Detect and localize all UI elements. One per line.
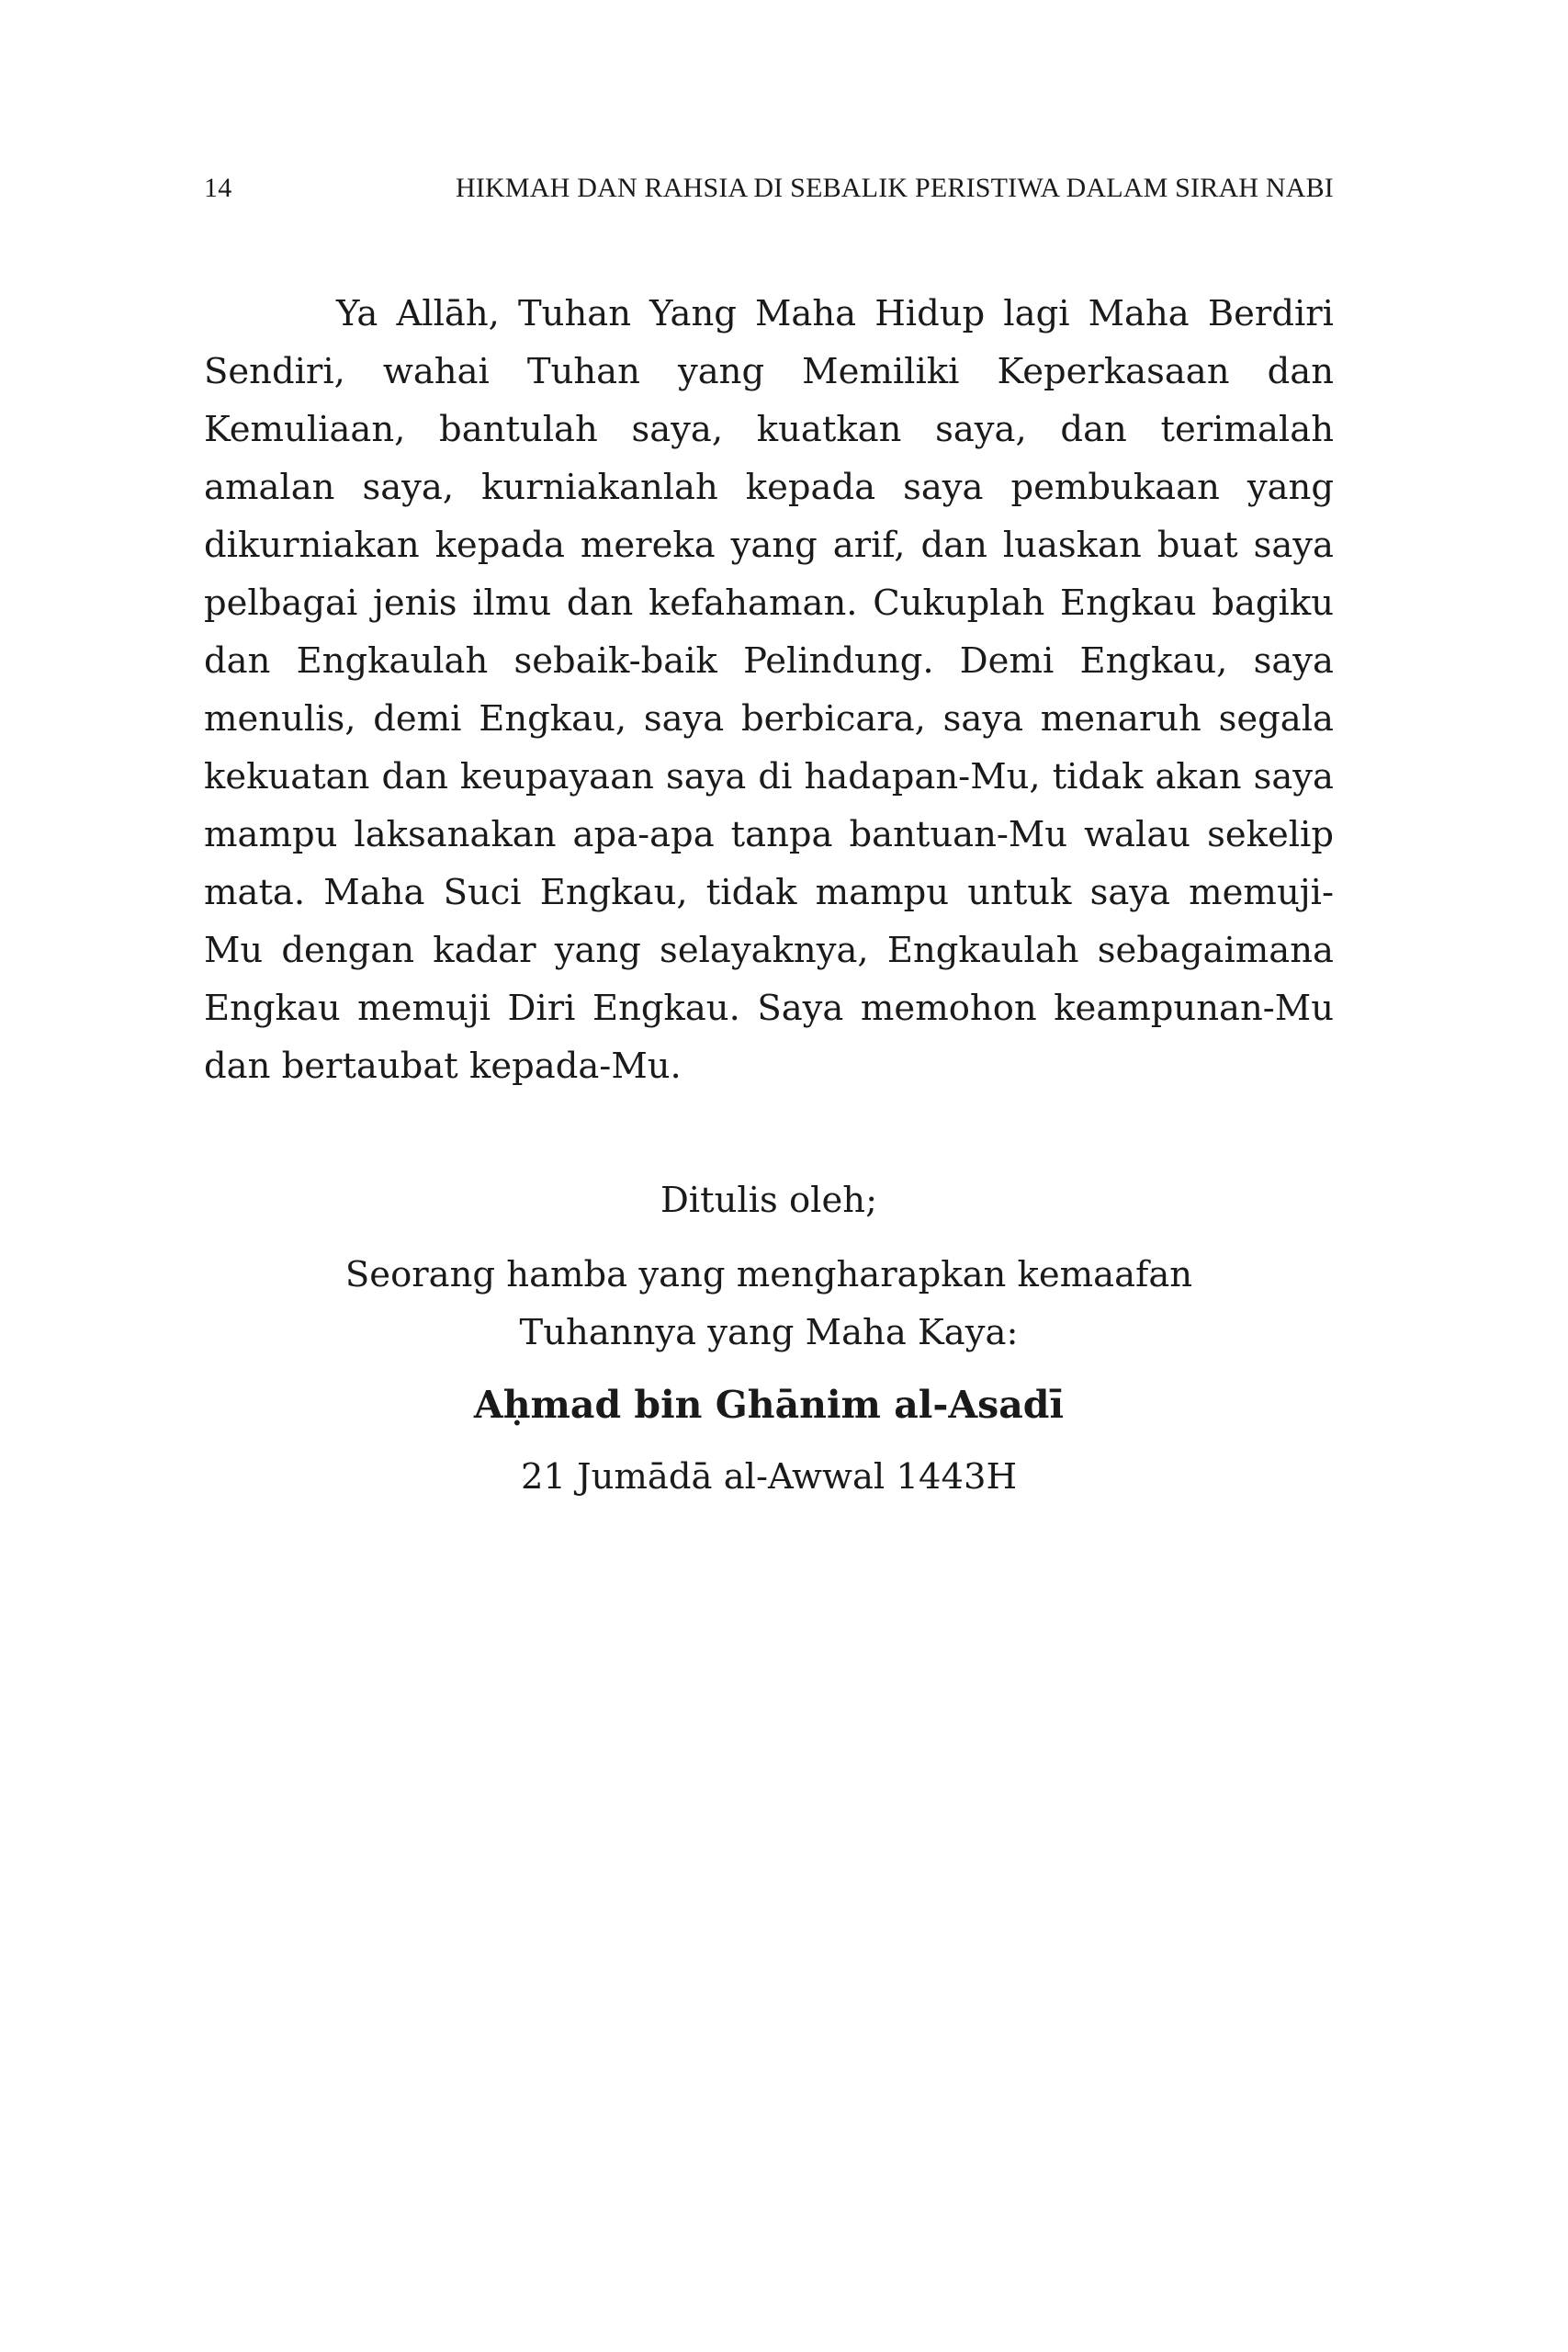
written-by-label: Ditulis oleh; xyxy=(660,1180,878,1221)
signature-date: 21 Jumādā al-Awwal 1443H xyxy=(520,1456,1018,1498)
signature-line-2: Tuhannya yang Maha Kaya: xyxy=(519,1312,1019,1353)
author-name: Aḥmad bin Ghānim al-Asadī xyxy=(473,1383,1065,1427)
page-number: 14 xyxy=(204,173,232,203)
signature-block xyxy=(204,1171,1334,1506)
running-header xyxy=(204,173,1334,213)
signature-line-1: Seorang hamba yang mengharapkan kemaafan xyxy=(344,1254,1193,1295)
prayer-paragraph: Ya Allāh, Tuhan Yang Maha Hidup lagi Maha Berdiri Sendiri, wahai Tuhan yang Memiliki Keperkasaan dan Kemuliaan, bantulah saya, kuatkan saya, dan terimalah amalan saya, kurniakanlah kepada saya pembukaan yang dikurniakan kepada mereka yang arif, dan luaskan buat saya pelbagai jenis ilmu dan kefahaman. Cukuplah Engkau bagiku dan Engkaulah sebaik-baik Pelindung. Demi Engkau, saya menulis, demi Engkau, saya berbicara, saya menaruh segala kekuatan dan keupayaan saya di hadapan-Mu, tidak akan saya mampu laksanakan apa-apa tanpa bantuan-Mu walau sekelip mata. Maha Suci Engkau, tidak mampu untuk saya memuji-Mu dengan kadar yang selayaknya, Engkaulah sebagaimana Engkau memuji Diri Engkau. Saya memohon keampunan-Mu dan bertaubat kepada-Mu. xyxy=(204,293,1334,1087)
running-title: HIKMAH DAN RAHSIA DI SEBALIK PERISTIWA DALAM SIRAH NABI xyxy=(455,173,1334,203)
